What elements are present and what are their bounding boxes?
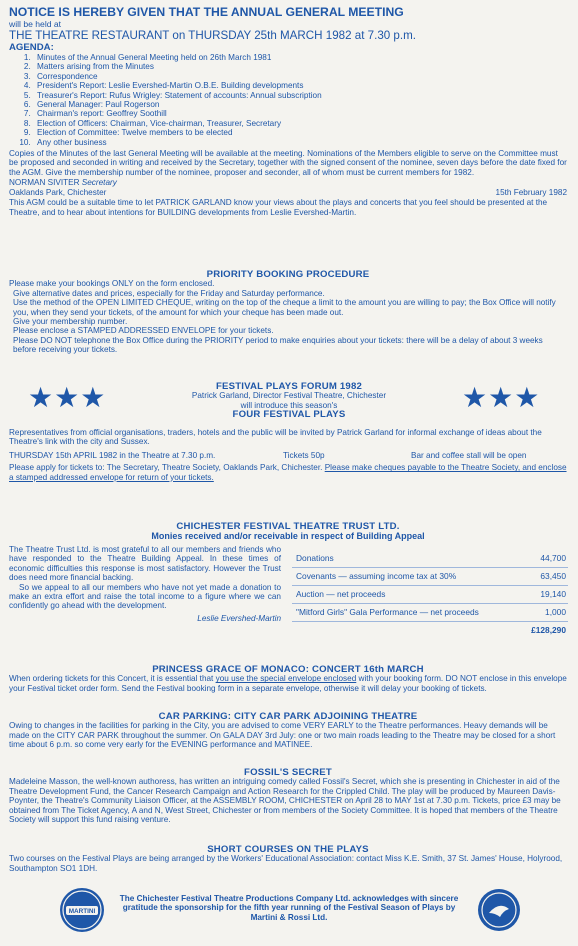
star-group-left-icon: ★★★	[28, 382, 107, 413]
princess-text: When ordering tickets for this Concert, it is essential that	[9, 674, 214, 684]
princess-paragraph	[9, 674, 567, 693]
forum-section	[140, 382, 438, 420]
forum-when: THURSDAY 15th APRIL 1982 in the Theatre at 7.30 p.m.	[9, 450, 216, 460]
martini-logo-icon	[60, 888, 104, 932]
fossil-paragraph: Madeleine Masson, the well-known authoress, has written an intriguing comedy called Fossil's Secret, which she is presenting in Chichester in aid of the Theatre Development Fund, the Cancer Research Campaign and Action Research for the Crippled Child. The play will be produced by Maureen Davis-Poynter, the Theatre's Community Liaison Officer, at the ASSEMBLY ROOM, CHICHESTER on April 28 to MAY 1st at 7.30 p.m. Tickets, price £3 may be obtained from The Ticket Agency, A and N, West Street, Chichester or from members of the Society Committee. It is hoped that members of the Theatre Society will support this fund raising venture.	[9, 777, 561, 825]
star-group-right-icon: ★★★	[462, 382, 541, 413]
parking-paragraph: Owing to changes in the facilities for parking in the City, you are advised to come VERY EARLY to the Theatre performances. Heavy demands will be made on the CITY CAR PARK throughout the summer. On GALA DAY 3rd July: one or two main roads leading to the Theatre may be closed for a short time about 6 p.m. so come very early for the EVENING performance and MATINEE.	[9, 721, 556, 750]
agenda-item: 5. Treasurer's Report: Rufus Wrigley: Statement of accounts: Annual subscription	[33, 91, 567, 100]
table-row-total	[292, 622, 568, 639]
sponsor-text: The Chichester Festival Theatre Productions Company Ltd. acknowledges with sincere gratitude the sponsorship for the fifth year running of the Festival Season of Plays by Martini & Rossi Ltd.	[119, 894, 459, 922]
table-row	[292, 568, 568, 586]
fund-value: 63,450	[540, 571, 566, 581]
secretary-line	[9, 178, 567, 187]
forum-intro: will introduce this season's	[240, 400, 338, 410]
priority-heading: PRIORITY BOOKING PROCEDURE	[206, 269, 370, 280]
forum-heading: FESTIVAL PLAYS FORUM 1982	[215, 381, 363, 392]
priority-line: Please enclose a STAMPED ADDRESSED ENVELOPE for your tickets.	[13, 326, 274, 336]
fund-label: "Mitford Girls" Gala Performance — net proceeds	[296, 607, 479, 617]
short-courses-section	[9, 845, 567, 873]
trust-text	[9, 545, 281, 623]
forum-bar: Bar and coffee stall will be open	[411, 450, 527, 460]
martini-logo-text: MARTINI	[68, 908, 96, 915]
fund-value: 19,140	[540, 589, 566, 599]
forum-when-row	[9, 451, 567, 460]
courses-heading: SHORT COURSES ON THE PLAYS	[207, 844, 369, 855]
princess-underlined: you use the special envelope enclosed	[215, 674, 357, 684]
fund-label: Auction — net proceeds	[296, 589, 386, 599]
agenda-list	[9, 53, 567, 147]
priority-line: Please DO NOT telephone the Box Office during the PRIORITY period to make enquiries about your tickets: there will be a delay of about 3 weeks before receiving your tickets.	[13, 335, 543, 355]
forum-tickets: Tickets 50p	[283, 450, 325, 460]
table-row	[292, 604, 568, 622]
theatre-emblem	[478, 889, 520, 931]
forum-subject: FOUR FESTIVAL PLAYS	[232, 409, 346, 421]
agenda-item: 2. Matters arising from the Minutes	[33, 62, 567, 71]
forum-apply-text: Please apply for tickets to: The Secretary, Theatre Society, Oaklands Park, Chichester.	[9, 463, 323, 473]
princess-heading: PRINCESS GRACE OF MONACO: CONCERT 16th MARCH	[152, 664, 424, 675]
agenda-item: 7. Chairman's report: Geoffrey Soothill	[33, 109, 567, 118]
fund-label: Donations	[296, 553, 334, 563]
priority-line: Give alternative dates and prices, especially for the Friday and Saturday performance.	[13, 288, 325, 298]
priority-line: Please make your bookings ONLY on the form enclosed.	[9, 279, 215, 289]
trust-heading: CHICHESTER FESTIVAL THEATRE TRUST LTD.	[176, 521, 400, 532]
venue-line: THE THEATRE RESTAURANT on THURSDAY 25th MARCH 1982 at 7.30 p.m.	[9, 29, 416, 42]
priority-line: Give your membership number.	[13, 317, 128, 327]
priority-booking-section	[9, 270, 567, 355]
fund-value: 1,000	[545, 607, 566, 617]
address: Oaklands Park, Chichester	[9, 187, 107, 197]
trust-signature: Leslie Evershed-Martin	[197, 613, 281, 623]
minutes-paragraph: Copies of the Minutes of the last General Meeting will be available at the meeting. Nominations of the Members eligible to serve on the Committee must be proposed and seconded in writing and received by the Secretary, together with the signed consent of the nominee, seven days before the date fixed for the AGM. Give the membership number of the nominee, proposer and seconder, all of whom must be current members for 1982.	[9, 149, 567, 177]
parking-heading: CAR PARKING: CITY CAR PARK ADJOINING THEATRE	[158, 711, 418, 722]
agm-notice	[9, 6, 567, 217]
fund-value: 44,700	[540, 553, 566, 563]
fossil-heading: FOSSIL'S SECRET	[244, 767, 332, 778]
martini-logo	[60, 888, 104, 932]
trust-subheading: Monies received and/or receivable in respect of Building Appeal	[151, 531, 425, 542]
notice-date: 15th February 1982	[495, 187, 567, 197]
fund-label: Covenants — assuming income tax at 30%	[296, 571, 457, 581]
fund-label	[292, 625, 296, 635]
forum-paragraph: Representatives from official organisations, traders, hotels and the public will be invited by Patrick Garland for informal exchange of ideas about the Theatre's link with the city and Sussex.	[9, 428, 542, 447]
priority-line: Use the method of the OPEN LIMITED CHEQUE, writing on the top of the cheque a limit to the amount you are willing to pay; the Box Office will notify you, when they send your tickets, of the amount for which your cheque has been made out.	[13, 298, 556, 317]
notice-title: NOTICE IS HEREBY GIVEN THAT THE ANNUAL GENERAL MEETING	[9, 5, 404, 19]
forum-apply-underlined: Please make cheques payable to the Theatre Society, and enclose a stamped addressed envelope for return of your tickets.	[9, 463, 567, 482]
trust-paragraph: So we appeal to all our members who have not yet made a donation to make an extra effort and raise the total income to a figure where we can confidently go ahead with the development.	[9, 582, 281, 611]
car-parking-section	[9, 712, 567, 750]
trust-heading-block	[9, 522, 567, 542]
agenda-item: 9. Election of Committee: Twelve members to be elected	[33, 128, 567, 137]
agenda-item: 6. General Manager: Paul Rogerson	[33, 100, 567, 109]
forum-speaker: Patrick Garland, Director Festival Theatre, Chichester	[191, 391, 387, 401]
appeal-funds-table	[292, 550, 568, 639]
address-date-row	[9, 188, 567, 197]
agm-paragraph: This AGM could be a suitable time to let PATRICK GARLAND know your views about the plays and concerts that you feel should be presented at the Theatre, and to hear about intentions for BUILDING developments from Leslie Evershed-Martin.	[9, 198, 548, 217]
forum-apply	[9, 463, 567, 482]
princess-grace-section	[9, 665, 567, 693]
agenda-item: 8. Election of Officers: Chairman, Vice-chairman, Treasurer, Secretary	[33, 119, 567, 128]
princess-text: with your booking form. DO NOT enclose in this envelope your Festival ticket order form. Send the Festival booking form in a separate envelope, otherwise it will delay your booking of tickets.	[9, 674, 567, 693]
fossils-secret-section	[9, 768, 567, 824]
agenda-item: 1. Minutes of the Annual General Meeting held on 26th March 1981	[33, 53, 567, 62]
forum-details	[9, 428, 567, 482]
agenda-item: 10. Any other business	[33, 138, 567, 147]
emblem-icon	[478, 889, 520, 931]
agenda-item: 4. President's Report: Leslie Evershed-Martin O.B.E. Building developments	[33, 81, 567, 90]
secretary-name: NORMAN SIVITER	[9, 178, 80, 188]
fund-total: £128,290	[531, 625, 566, 635]
table-row	[292, 586, 568, 604]
courses-paragraph: Two courses on the Festival Plays are being arranged by the Workers' Educational Association: contact Miss K.E. Smith, 37 St. James' House, Holyrood, Southampton SO1 1DH.	[9, 854, 563, 873]
agenda-item: 3. Correspondence	[33, 72, 567, 81]
secretary-title: Secretary	[81, 178, 117, 188]
trust-paragraph: The Theatre Trust Ltd. is most grateful to all our members and friends who have responded to the Theatre Building Appeal. In these times of economic difficulties this response is most satisfactory. However the Trust does need more financial backing.	[9, 545, 281, 583]
agenda-heading: AGENDA:	[9, 42, 54, 53]
table-row	[292, 550, 568, 568]
held-at: will be held at	[9, 19, 62, 29]
